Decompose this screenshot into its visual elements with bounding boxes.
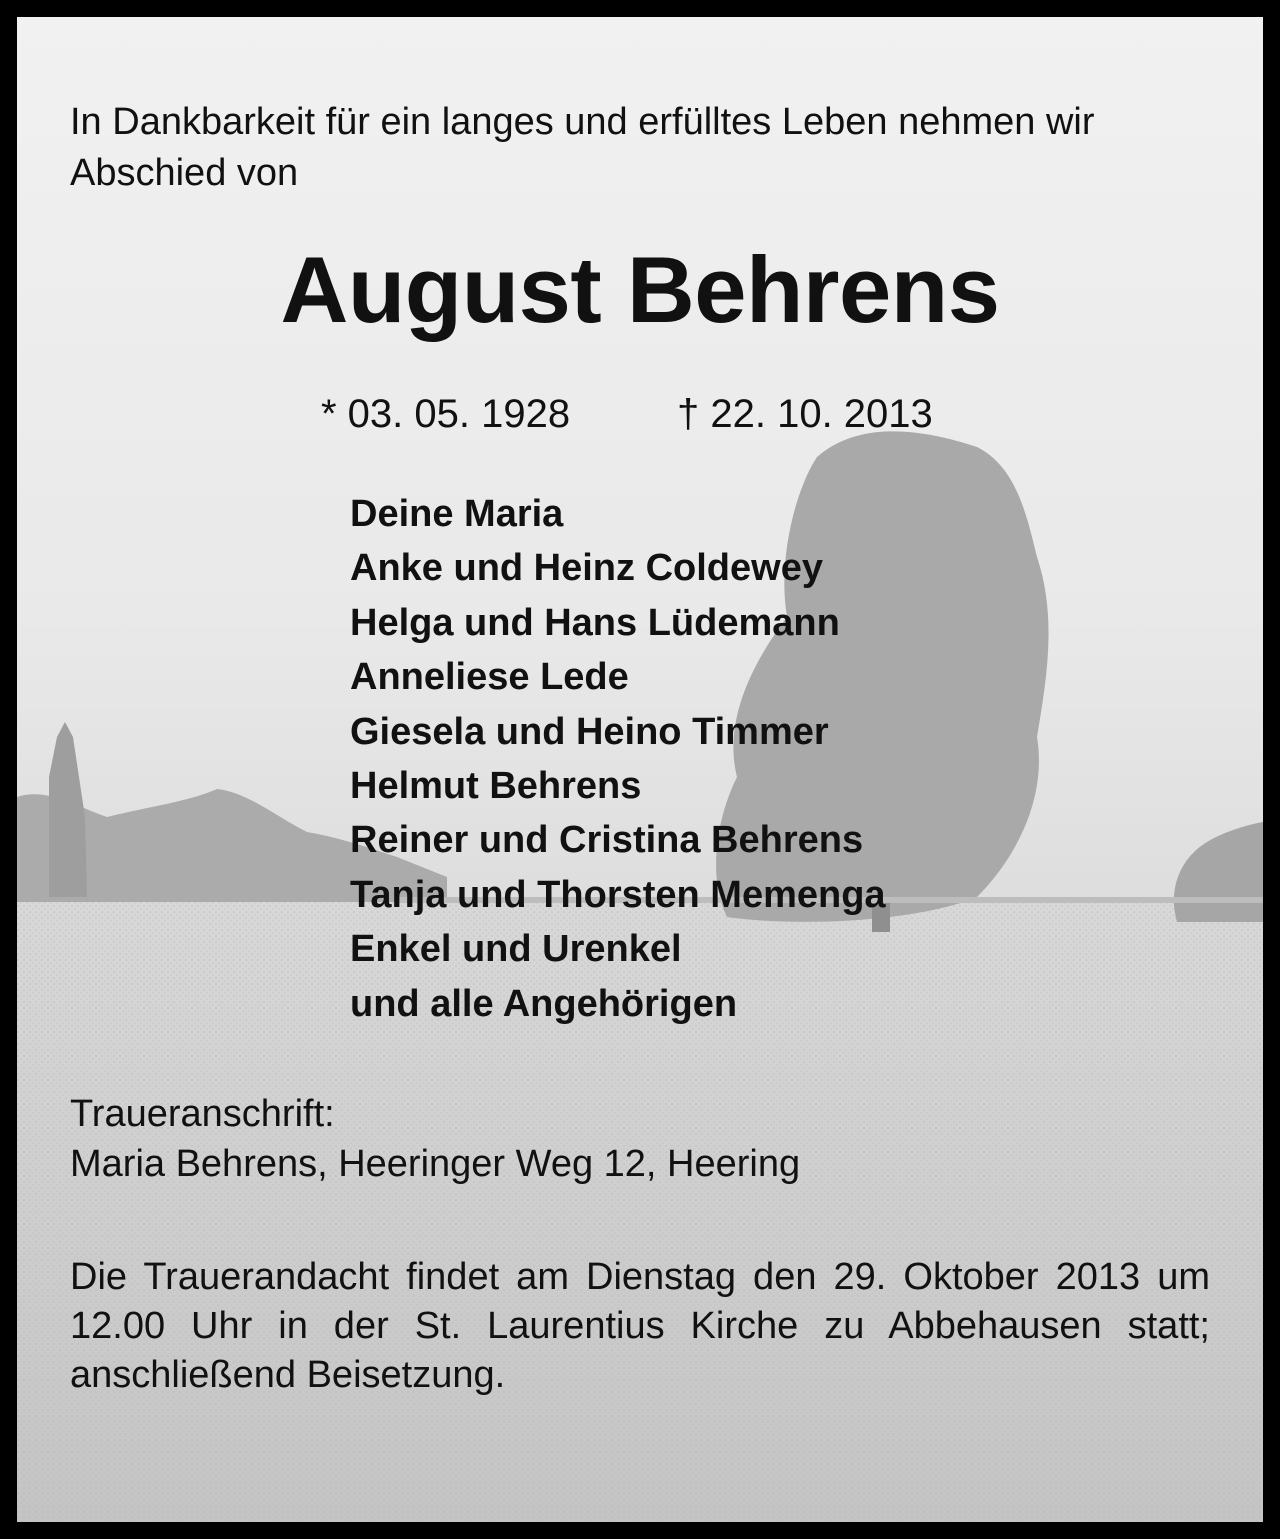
death-date: † 22. 10. 2013 xyxy=(677,392,933,436)
obituary-notice xyxy=(17,17,1263,1522)
mourners-list xyxy=(350,487,886,1031)
mourner-name: Enkel und Urenkel xyxy=(350,928,682,971)
mourner-name: Tanja und Thorsten Memenga xyxy=(350,873,886,916)
intro-text: In Dankbarkeit für ein langes und erfülltes Leben nehmen wir Abschied von xyxy=(70,101,1095,194)
address-label: Traueranschrift: xyxy=(70,1093,335,1135)
notice-content xyxy=(17,17,1263,1522)
deceased-name: August Behrens xyxy=(280,237,1000,342)
mourner-name: Anneliese Lede xyxy=(350,656,629,699)
service-details: Die Trauerandacht findet am Dienstag den 29. Oktober 2013 um 12.00 Uhr in der St. Laurentius Kirche zu Abbehausen statt; anschließend Beisetzung. xyxy=(70,1256,1210,1396)
mourning-address: Maria Behrens, Heeringer Weg 12, Heering xyxy=(70,1143,801,1185)
mourner-name: Reiner und Cristina Behrens xyxy=(350,819,864,862)
mourner-name: und alle Angehörigen xyxy=(350,982,738,1025)
mourner-name: Anke und Heinz Coldewey xyxy=(350,547,823,590)
birth-date: * 03. 05. 1928 xyxy=(321,392,571,436)
mourner-name: Deine Maria xyxy=(350,493,564,535)
mourner-name: Helmut Behrens xyxy=(350,764,642,807)
mourner-name: Helga und Hans Lüdemann xyxy=(350,601,840,644)
mourner-name: Giesela und Heino Timmer xyxy=(350,710,829,753)
